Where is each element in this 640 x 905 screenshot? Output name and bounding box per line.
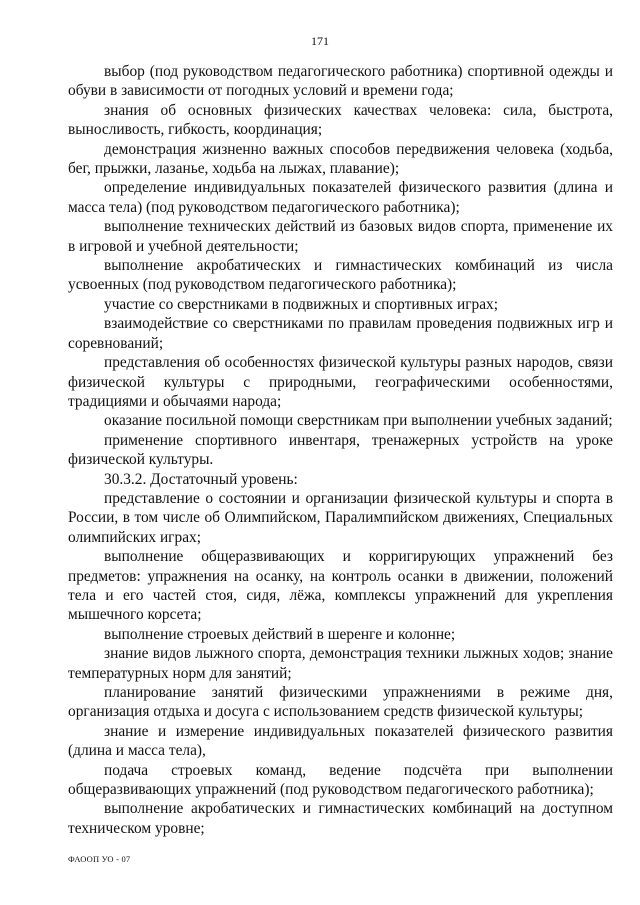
document-code-footer: ФАООП УО - 07 [68, 854, 131, 864]
paragraph: знание и измерение индивидуальных показателей физического развития (длина и масса тела), [68, 722, 613, 760]
paragraph: знание видов лыжного спорта, демонстрация техники лыжных ходов; знание температурных норм для занятий; [68, 645, 613, 682]
paragraph: выполнение общеразвивающих и корригирующих упражнений без предметов: упражнения на осанку, на контроль осанки в движении, положений тела и его частей стоя, сидя, лёжа, комплексы упражнений для укрепления мышечного корсета; [68, 548, 613, 624]
section-heading: 30.3.2. Достаточный уровень: [104, 470, 298, 488]
paragraph: определение индивидуальных показателей физического развития (длина и масса тела) (под руководством педагогического работника); [68, 179, 613, 216]
paragraph: выполнение строевых действий в шеренге и колонне; [104, 625, 456, 643]
paragraph: представления об особенностях физической культуры разных народов, связи физической культуры с природными, географическими особенностями, традициями и обычаями народа; [68, 354, 613, 410]
paragraph: взаимодействие со сверстниками по правилам проведения подвижных игр и соревнований; [68, 315, 613, 352]
paragraph: планирование занятий физическими упражнениями в режиме дня, организация отдыха и досуга с использованием средств физической культуры; [68, 684, 613, 721]
paragraph: выполнение технических действий из базовых видов спорта, применение их в игровой и учебной деятельности; [68, 218, 613, 255]
paragraph: выбор (под руководством педагогического работника) спортивной одежды и обуви в зависимости от погодных условий и времени года; [68, 63, 613, 100]
paragraph: выполнение акробатических и гимнастических комбинаций на доступном техническом уровне; [68, 800, 613, 837]
paragraph: применение спортивного инвентаря, тренажерных устройств на уроке физической культуры. [68, 431, 613, 469]
paragraph: представление о состоянии и организации физической культуры и спорта в России, в том числе об Олимпийском, Паралимпийском движениях, Специальных олимпийских играх; [68, 489, 613, 546]
paragraph: оказание посильной помощи сверстникам при выполнении учебных заданий; [104, 412, 613, 430]
paragraph: подача строевых команд, ведение подсчёта при выполнении общеразвивающих упражнений (под руководством педагогического работника); [68, 761, 613, 799]
document-body [68, 62, 613, 838]
paragraph: выполнение акробатических и гимнастических комбинаций из числа усвоенных (под руководством педагогического работника); [68, 257, 613, 294]
page-number: 171 [311, 34, 329, 48]
paragraph: знания об основных физических качествах человека: сила, быстрота, выносливость, гибкость, координация; [68, 101, 613, 139]
paragraph: демонстрация жизненно важных способов передвижения человека (ходьба, бег, прыжки, лазанье, ходьба на лыжах, плавание); [68, 140, 613, 178]
paragraph: участие со сверстниками в подвижных и спортивных играх; [104, 295, 499, 313]
